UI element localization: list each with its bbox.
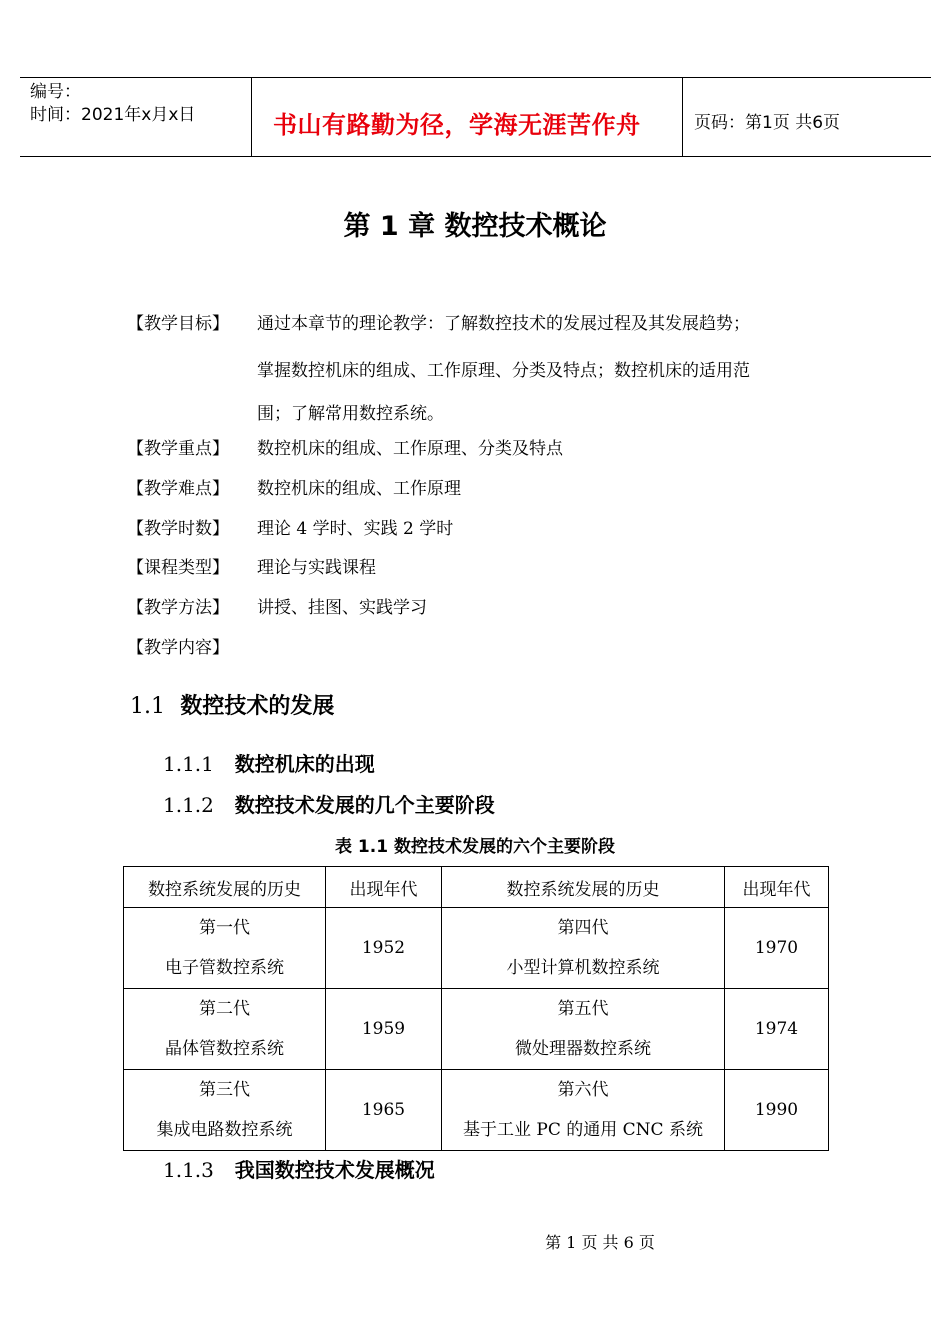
header-divider-1 <box>251 77 252 156</box>
generation-label: 第三代 <box>199 1080 250 1100</box>
table-header-row <box>124 867 829 908</box>
table-cell <box>124 989 326 1070</box>
system-name: 集成电路数控系统 <box>156 1120 293 1140</box>
objective-label: 【教学目标】 <box>127 314 229 334</box>
section-1-1-1-heading <box>163 748 375 777</box>
year-cell: 1970 <box>725 908 829 989</box>
section-number: 1.1 <box>130 694 165 719</box>
year-cell: 1952 <box>326 908 442 989</box>
key-label: 【教学重点】 <box>127 439 229 459</box>
table-header-cell: 数控系统发展的历史 <box>124 867 326 908</box>
table-cell <box>442 908 725 989</box>
table-cell <box>442 1070 725 1151</box>
page-footer: 第 1 页 共 6 页 <box>545 1233 655 1252</box>
hours-label: 【教学时数】 <box>127 519 229 539</box>
objective-line-1: 通过本章节的理论教学：了解数控技术的发展过程及其发展趋势； <box>257 314 750 334</box>
table-header-cell: 数控系统发展的历史 <box>442 867 725 908</box>
table-caption: 表 1.1 数控技术发展的六个主要阶段 <box>335 837 615 857</box>
objective-line-2: 掌握数控机床的组成、工作原理、分类及特点；数控机床的适用范 <box>257 361 750 381</box>
subsection-title: 数控机床的出现 <box>234 752 375 776</box>
table-row <box>124 1070 829 1151</box>
difficult-value: 数控机床的组成、工作原理 <box>257 479 461 499</box>
header-top-rule <box>20 77 931 78</box>
section-1-1-2-heading <box>163 789 495 818</box>
system-name: 基于工业 PC 的通用 CNC 系统 <box>463 1120 703 1140</box>
year-cell: 1990 <box>725 1070 829 1151</box>
objective-line-3: 围；了解常用数控系统。 <box>257 404 444 424</box>
section-1-1-3-heading <box>163 1154 435 1183</box>
section-1-1-heading <box>130 689 334 720</box>
subsection-title: 数控技术发展的几个主要阶段 <box>234 793 495 817</box>
subsection-number: 1.1.1 <box>163 752 214 776</box>
generation-label: 第五代 <box>557 999 609 1019</box>
header-page-info: 页码：第1页 共6页 <box>694 113 841 133</box>
table-row <box>124 989 829 1070</box>
generation-label: 第四代 <box>557 918 609 938</box>
difficult-label: 【教学难点】 <box>127 479 229 499</box>
serial-label: 编号： <box>30 82 81 102</box>
subsection-title: 我国数控技术发展概况 <box>234 1158 435 1182</box>
generation-label: 第二代 <box>199 999 250 1019</box>
table-cell <box>124 908 326 989</box>
chapter-title: 第 1 章 数控技术概论 <box>343 211 607 242</box>
system-name: 电子管数控系统 <box>165 958 284 978</box>
system-name: 晶体管数控系统 <box>165 1039 284 1059</box>
table-header-cell: 出现年代 <box>725 867 829 908</box>
year-cell: 1974 <box>725 989 829 1070</box>
header-bottom-rule <box>20 156 931 157</box>
method-value: 讲授、挂图、实践学习 <box>257 598 427 618</box>
table-cell <box>124 1070 326 1151</box>
hours-value: 理论 4 学时、实践 2 学时 <box>257 519 454 539</box>
system-name: 微处理器数控系统 <box>515 1039 651 1059</box>
generations-table <box>123 866 829 1151</box>
table-cell <box>442 989 725 1070</box>
generation-label: 第六代 <box>557 1080 609 1100</box>
header-divider-2 <box>682 77 683 156</box>
year-cell: 1959 <box>326 989 442 1070</box>
generation-label: 第一代 <box>199 918 250 938</box>
year-cell: 1965 <box>326 1070 442 1151</box>
time-label: 时间：2021年x月x日 <box>30 105 196 125</box>
content-label: 【教学内容】 <box>127 638 229 658</box>
table-row <box>124 908 829 989</box>
type-label: 【课程类型】 <box>127 558 229 578</box>
subsection-number: 1.1.3 <box>163 1158 214 1182</box>
method-label: 【教学方法】 <box>127 598 229 618</box>
system-name: 小型计算机数控系统 <box>506 958 660 978</box>
table-header-cell: 出现年代 <box>326 867 442 908</box>
type-value: 理论与实践课程 <box>257 558 376 578</box>
key-value: 数控机床的组成、工作原理、分类及特点 <box>257 439 563 459</box>
section-title: 数控技术的发展 <box>180 694 335 719</box>
subsection-number: 1.1.2 <box>163 793 214 817</box>
header-motto: 书山有路勤为径，学海无涯苦作舟 <box>273 111 641 139</box>
